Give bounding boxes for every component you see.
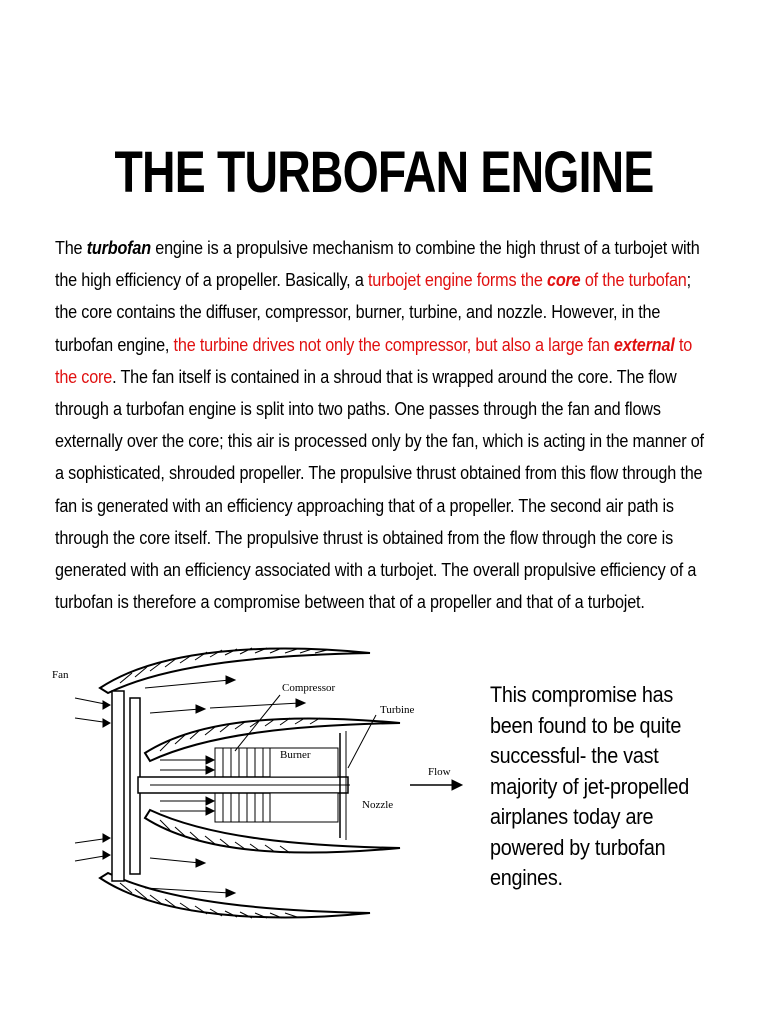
label-compressor: Compressor <box>282 682 336 694</box>
text-run: . The fan itself is contained in a shroud that is wrapped around the core. The flow through a turbofan engine is split into two paths. One passes through the fan and flows externally over the core; this air is processed only by the fan, which is acting in the manner of a sophisticated, shrouded propeller. The propulsive thrust obtained from this flow through the fan is generated with an efficiency approaching that of a propeller. The second air path is through the core itself. The propulsive thrust is obtained from the flow through the core is generated with an efficiency associated with a turbojet. The overall propulsive efficiency of a turbofan is therefore a compromise between that of a propeller and that of a turbojet. <box>55 366 704 613</box>
highlight-core-phrase: turbojet engine forms the <box>367 270 548 291</box>
shroud-bottom <box>100 873 370 917</box>
term-turbofan: turbofan <box>86 238 151 258</box>
label-flow: Flow <box>428 766 451 778</box>
turbofan-diagram <box>50 643 470 923</box>
page-title: THE TURBOFAN ENGINE <box>114 140 654 205</box>
compressor-bottom <box>215 793 270 822</box>
side-note: This compromise has been found to be quite successful- the vast majority of jet-propelled airplanes today are powered by turbofan engines. <box>490 682 690 890</box>
highlight-turbine-drives: the turbine drives not only the compressor, but also a large fan <box>173 334 614 355</box>
highlight-of-turbofan: of the turbofan <box>580 270 687 291</box>
bypass-arrows-top <box>145 676 305 713</box>
inlet-arrows <box>75 698 110 861</box>
compressor-top <box>215 748 270 777</box>
highlight-core-word: core <box>547 270 581 291</box>
label-burner: Burner <box>280 749 311 761</box>
text-run: The <box>55 238 87 258</box>
burner-lower <box>270 793 338 822</box>
text-run: ; the core contains the diffuser, compressor, burner, turbine, and nozzle. However, in the turbofan engine, <box>55 270 691 355</box>
label-turbine: Turbine <box>380 704 415 716</box>
body-paragraph <box>55 232 717 618</box>
label-nozzle: Nozzle <box>362 799 394 811</box>
text-run: engine is a propulsive mechanism to combine the high thrust of a turbojet with the high efficiency of a propeller. Basically, a <box>55 238 700 291</box>
highlight-to-core: to the core <box>55 334 693 387</box>
label-fan: Fan <box>52 669 69 681</box>
highlight-external-word: external <box>613 334 675 355</box>
fan-blade-front <box>112 691 124 881</box>
